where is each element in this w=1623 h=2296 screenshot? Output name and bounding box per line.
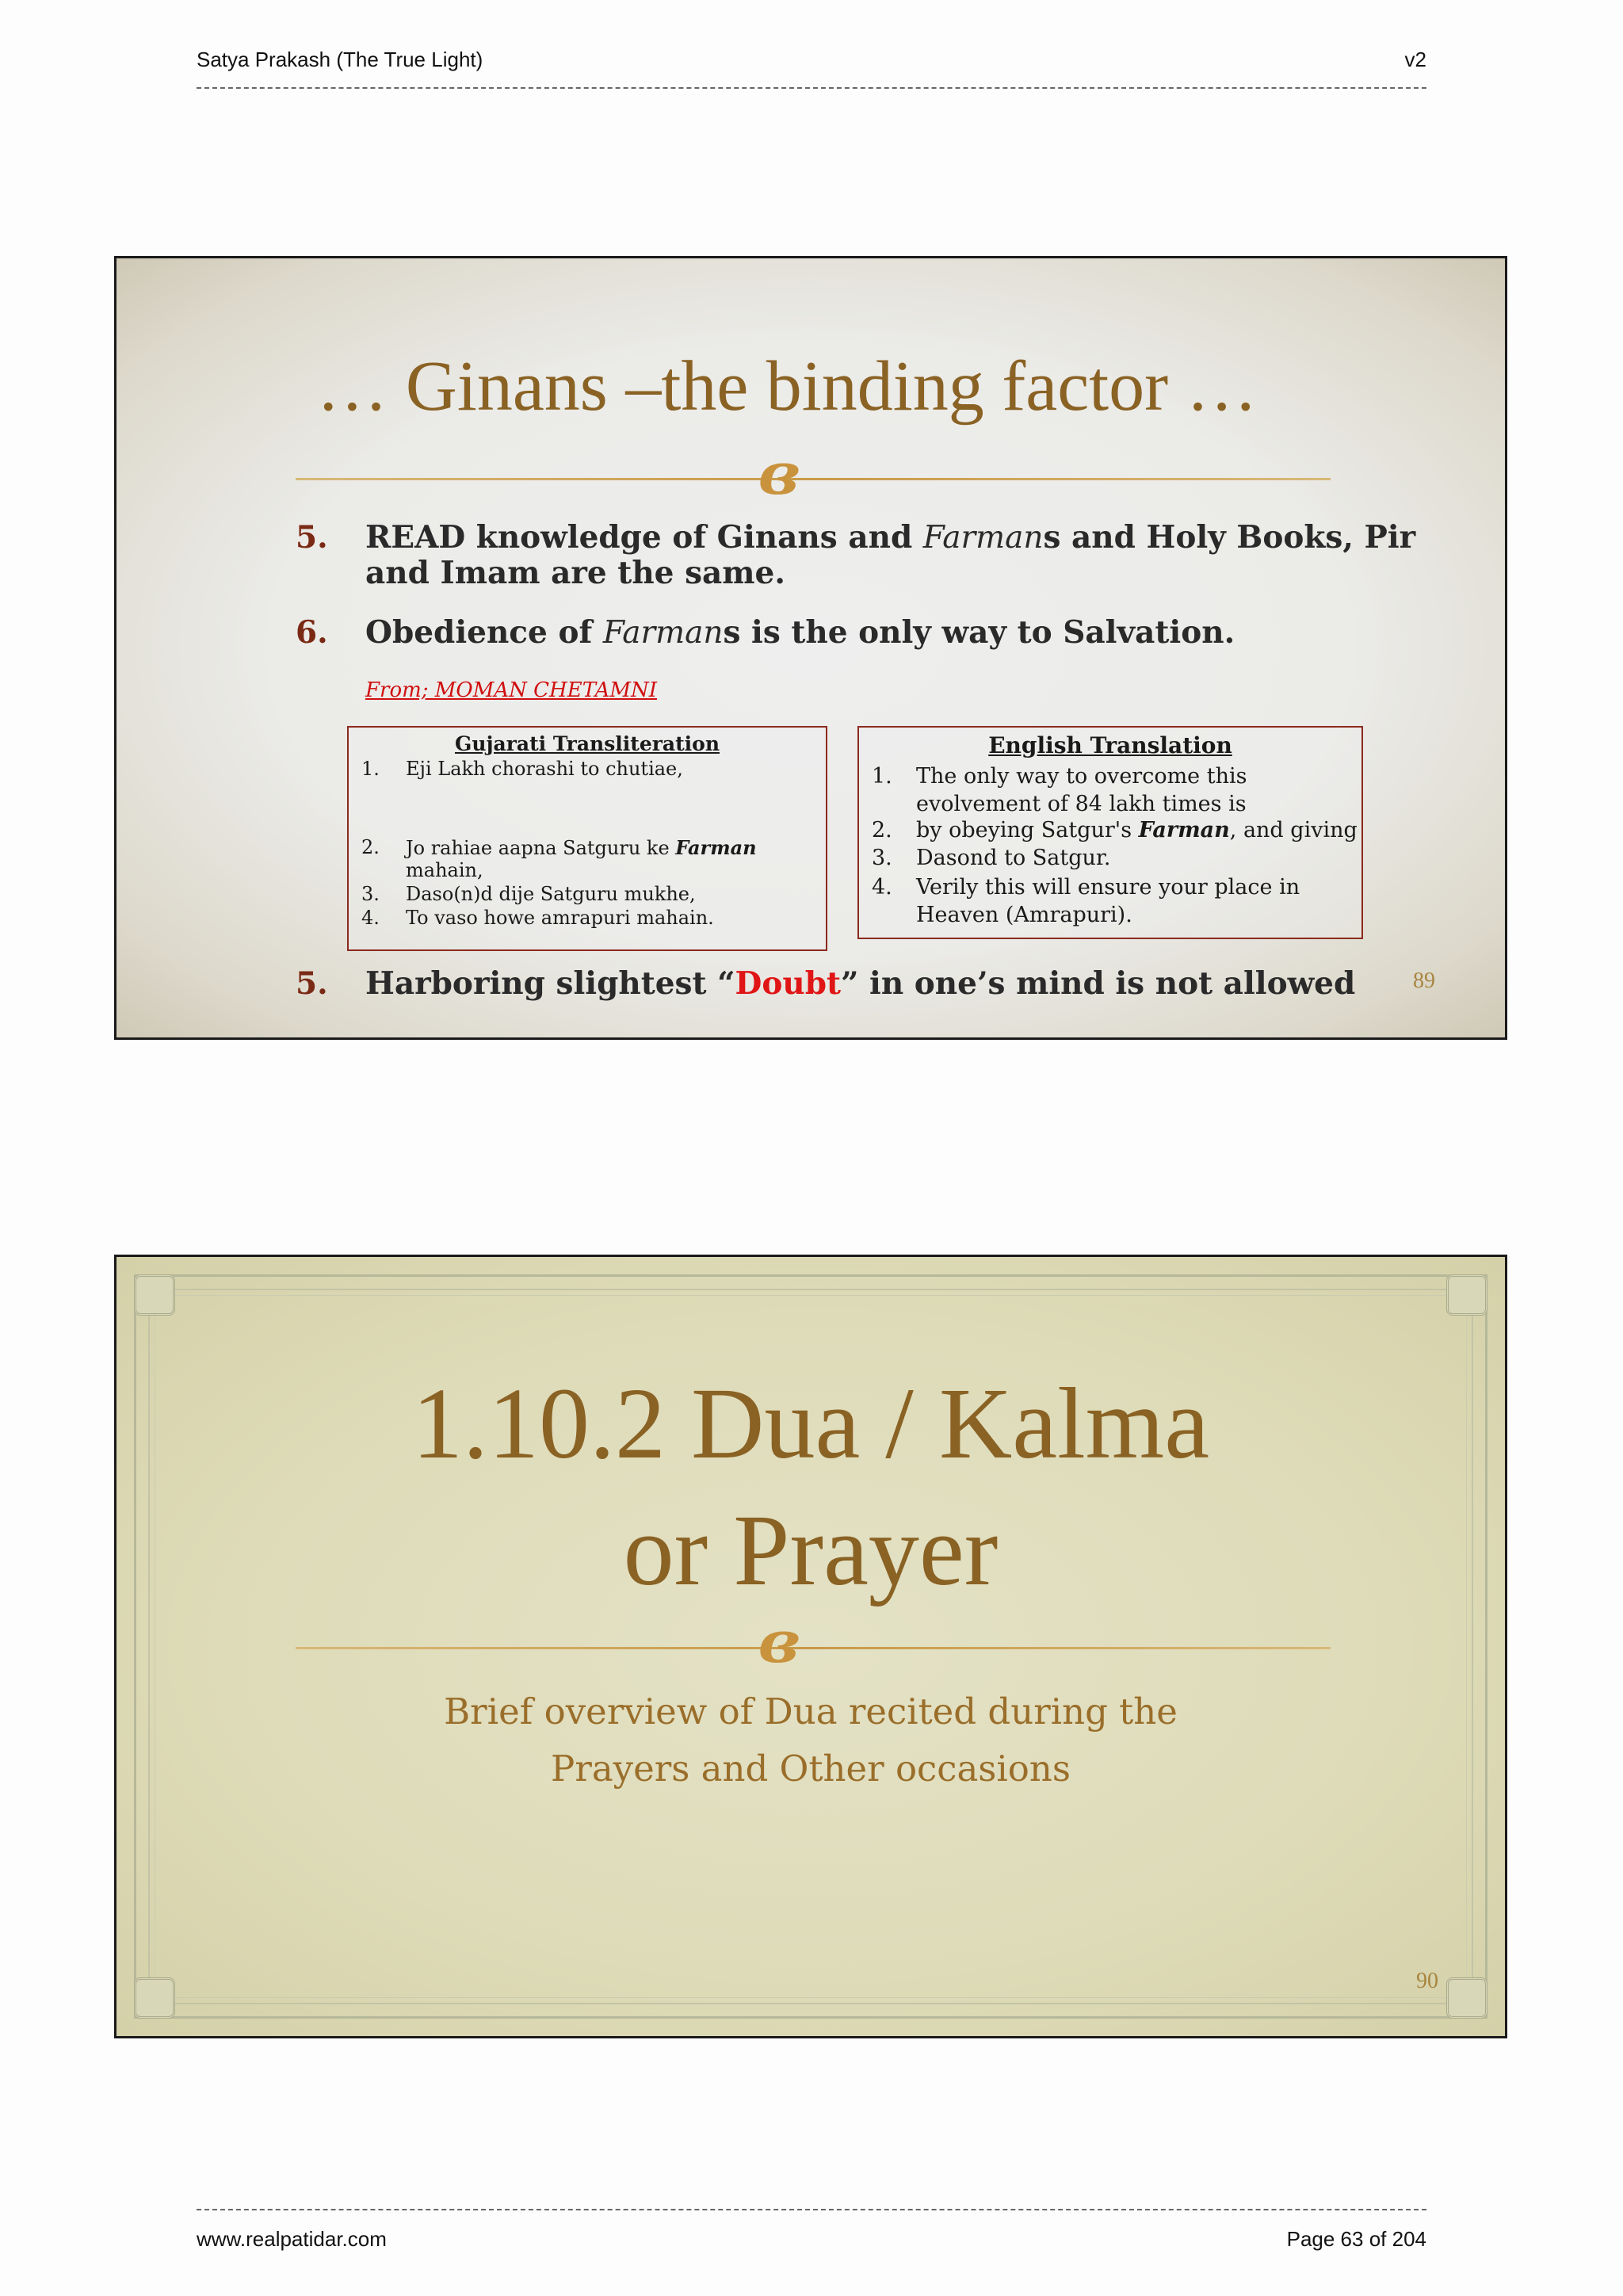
title-divider <box>296 478 1331 480</box>
list-item: 6. Obedience of Farmans is the only way to Salvation. <box>296 614 1235 651</box>
corner-ornament-icon <box>1446 1977 1487 2019</box>
document-title: Satya Prakash (The True Light) <box>197 48 483 71</box>
slide-89 <box>114 256 1507 1040</box>
list-item: 5. READ knowledge of Ginans and Farmans and Holy Books, Pir and Imam are the same. <box>296 519 1416 591</box>
box-heading: English Translation <box>988 732 1232 758</box>
title-divider <box>296 1647 1331 1649</box>
box-heading: Gujarati Transliteration <box>454 732 720 755</box>
slide-90 <box>114 1255 1507 2038</box>
page-header <box>197 48 1426 73</box>
source-citation: From; MOMAN CHETAMNI <box>365 678 658 702</box>
corner-ornament-icon <box>134 1274 175 1316</box>
corner-ornament-icon <box>134 1977 175 2019</box>
list-item: 5. Harboring slightest “Doubt” in one’s mind is not allowed <box>296 965 1356 1002</box>
document-version: v2 <box>1404 48 1426 71</box>
slide-number: 89 <box>1413 968 1435 993</box>
gujarati-transliteration-box: Gujarati Transliteration 1. Eji Lakh chorashi to chutiae, 2. Jo rahiae aapna Satguru ke Farman mahain, 3. Daso(n)d dije Satguru mukhe, 4. To vaso howe amrapuri mahain. <box>347 726 827 951</box>
slide-number: 90 <box>1416 1969 1438 1993</box>
ornament-icon: ɞ <box>758 1608 800 1675</box>
ornament-icon: ɞ <box>758 440 800 507</box>
corner-ornament-icon <box>1446 1274 1487 1316</box>
slide-title: 1.10.2 Dua / Kalma or Prayer <box>412 1367 1209 1606</box>
english-translation-box: English Translation 1. The only way to overcome this evolvement of 84 lakh times is 2. by obeying Satgur's Farman, and giving 3. Dasond to Satgur. 4. Verily this will ensure your place in Heaven (Amrapuri). <box>857 726 1363 939</box>
header-divider <box>197 87 1426 89</box>
page-footer <box>197 2227 1426 2252</box>
website-link[interactable]: www.realpatidar.com <box>197 2227 387 2251</box>
footer-divider <box>197 2209 1426 2210</box>
page-number: Page 63 of 204 <box>1286 2227 1426 2251</box>
slide-title: … Ginans –the binding factor … <box>316 347 1258 426</box>
slide-subtitle: Brief overview of Dua recited during the Prayers and Other occasions <box>444 1690 1178 1790</box>
